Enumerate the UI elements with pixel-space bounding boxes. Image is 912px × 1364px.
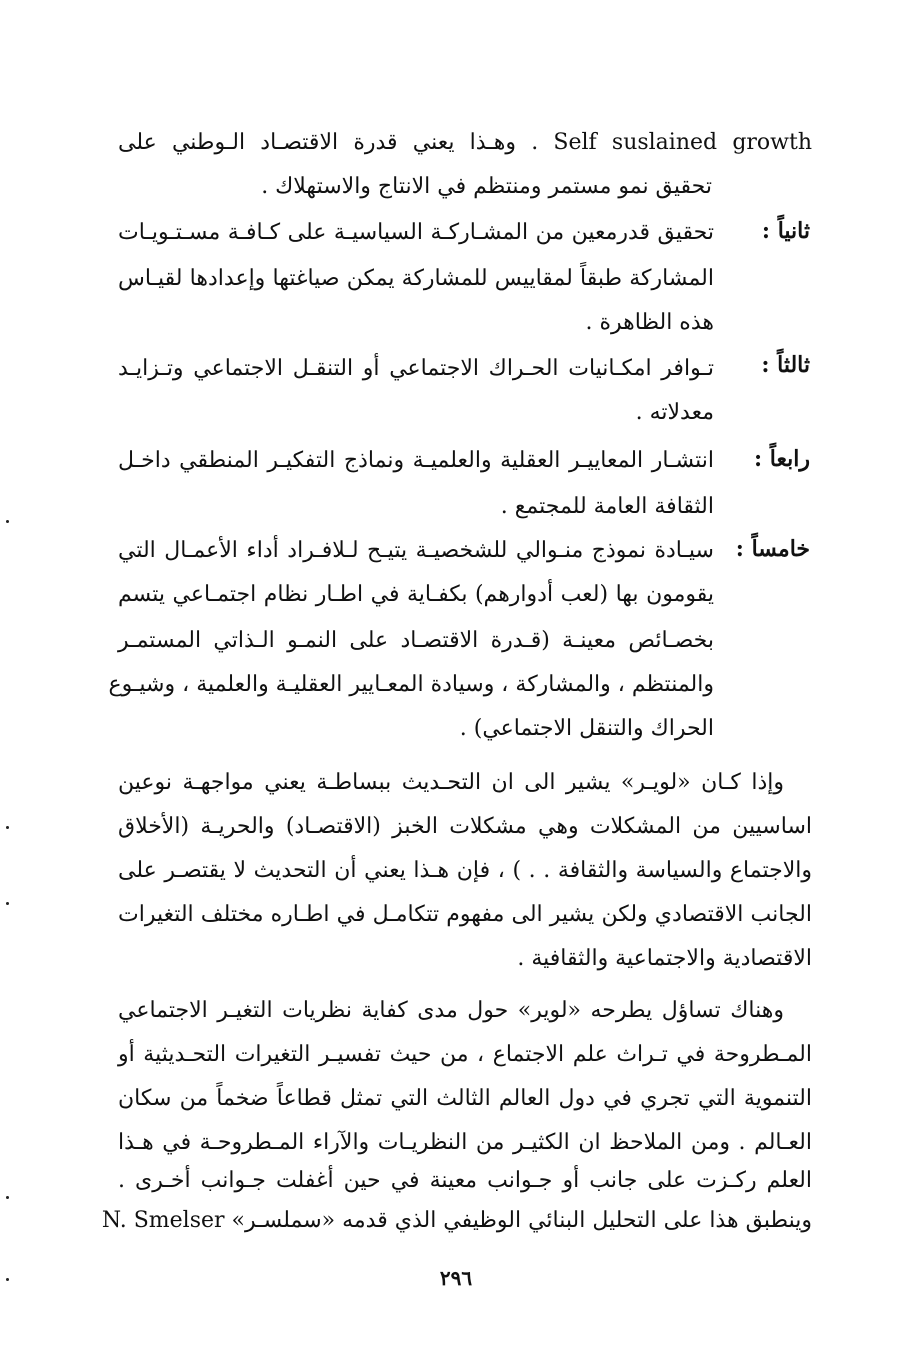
paragraph-1-line-5: الاقتصادية والاجتماعية والثقافية . xyxy=(517,946,812,971)
scan-mark xyxy=(6,520,9,523)
item-second-line-1: تحقيق قدرمعين من المشـاركـة السياسيـة على كـافـة مسـتـويـات xyxy=(118,220,714,245)
paragraph-2-line-5: العلم ركـزت على جانب أو جـوانب معينة في حين أغفلت جـوانب أخـرى . xyxy=(118,1168,812,1193)
item-fourth-line-2: الثقافة العامة للمجتمع . xyxy=(500,494,714,519)
intro-line-2: تحقيق نمو مستمر ومنتظم في الانتاج والاستهلاك . xyxy=(261,174,712,199)
paragraph-2-line-1: وهناك تساؤل يطرحه «لوير» حول مدى كفاية نظريات التغيـر الاجتماعي xyxy=(118,998,784,1023)
item-fifth-line-1: سيـادة نموذج منـوالي للشخصيـة يتيـح لـلافـراد أداء الأعمـال التي xyxy=(118,538,714,563)
item-fifth-line-3: بخصـائص معينـة (قـدرة الاقتصـاد على النمـو الـذاتي المستمـر xyxy=(118,628,714,653)
item-label-fourth: رابعاً : xyxy=(754,446,810,472)
item-fifth-line-4: والمنتظم ، والمشاركة ، وسيادة المعـايير العقليـة والعلمية ، وشيـوع xyxy=(108,672,714,697)
item-label-second: ثانياً : xyxy=(761,218,810,244)
paragraph-1-line-4: الجانب الاقتصادي ولكن يشير الى مفهوم تتكامـل في اطـاره مختلف التغيرات xyxy=(118,902,812,927)
paragraph-2-line-2: المـطروحة في تـراث علم الاجتماع ، من حيث تفسيـر التغيرات التحـديثية أو xyxy=(118,1042,812,1067)
item-fourth-line-1: انتشـار المعاييـر العقلية والعلميـة ونماذج التفكيـر المنطقي داخـل xyxy=(118,448,714,473)
item-second-line-3: هذه الظاهرة . xyxy=(585,310,714,335)
item-label-third: ثالثاً : xyxy=(761,352,810,378)
paragraph-1-line-2: اساسيين من المشكلات وهي مشكلات الخبز (الاقتصـاد) والحريـة (الأخلاق xyxy=(118,814,812,839)
paragraph-1-line-1: وإذا كـان «لويـر» يشير الى ان التحـديث ببساطـة يعني مواجهـة نوعين xyxy=(118,770,784,795)
paragraph-2-line-6: وينطبق هذا على التحليل البنائي الوظيفي الذي قدمه «سملسـر» N. Smelser xyxy=(101,1208,812,1233)
paragraph-1-line-3: والاجتماع والسياسة والثقافة . . ) ، فإن هـذا يعني أن التحديث لا يقتصـر على xyxy=(118,858,812,883)
item-third-line-2: معدلاته . xyxy=(635,400,714,425)
item-fifth-line-2: يقومون بها (لعب أدوارهم) بكفـاية في اطـار نظام اجتمـاعي يتسم xyxy=(118,582,714,607)
paragraph-2-line-3: التنموية التي تجري في دول العالم الثالث التي تمثل قطاعاً ضخماً من سكان xyxy=(118,1086,812,1111)
paragraph-2-line-4: العـالم . ومن الملاحظ ان الكثيـر من النظريـات والآراء المـطروحـة في هـذا xyxy=(118,1130,812,1155)
item-fifth-line-5: الحراك والتنقل الاجتماعي) . xyxy=(459,716,714,741)
item-second-line-2: المشاركة طبقاً لمقاييس للمشاركة يمكن صياغتها وإعدادها لقيـاس xyxy=(118,266,714,291)
scan-mark xyxy=(6,902,9,905)
item-label-fifth: خامساً : xyxy=(735,536,810,562)
scan-mark xyxy=(6,826,9,829)
intro-line-1: Self suslained growth . وهـذا يعني قدرة الاقتصـاد الـوطني على xyxy=(118,130,813,155)
item-third-line-1: تـوافر امكـانيات الحـراك الاجتماعي أو التنقـل الاجتماعي وتـزايـد xyxy=(118,356,714,381)
scan-mark xyxy=(6,1278,9,1281)
scan-mark xyxy=(6,1196,9,1199)
page-number: ٢٩٦ xyxy=(439,1266,473,1290)
